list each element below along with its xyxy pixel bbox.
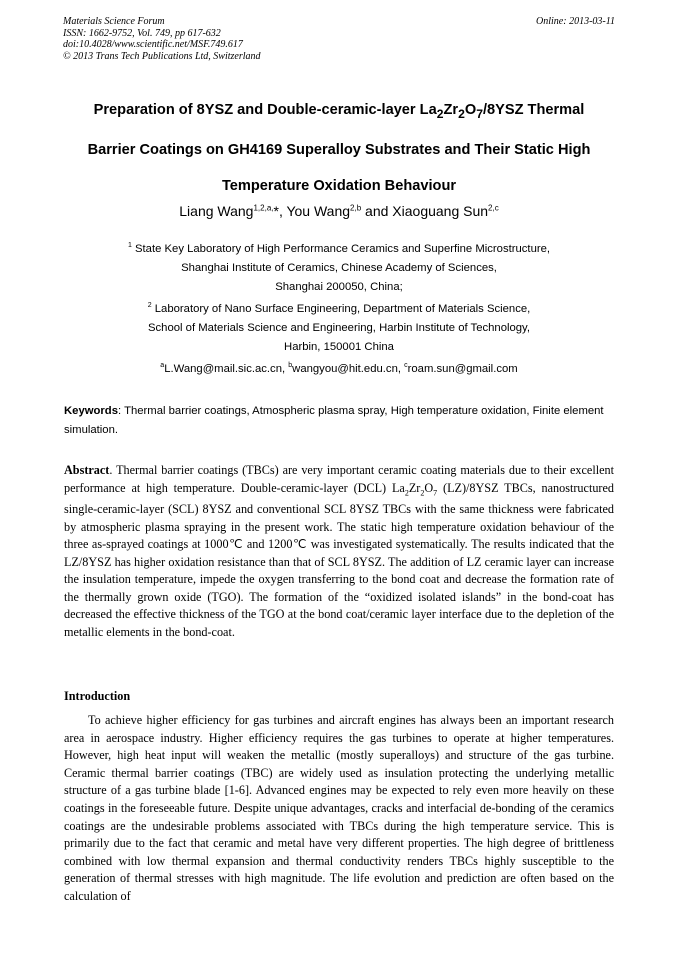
corresponding-star: * — [273, 203, 279, 219]
journal-name: Materials Science Forum — [63, 16, 165, 27]
author-1-affil: 1,2,a, — [253, 203, 274, 213]
copyright-line: © 2013 Trans Tech Publications Ltd, Switzerland — [63, 50, 261, 62]
keywords-text: : Thermal barrier coatings, Atmospheric plasma spray, High temperature oxidation, Finite element simulation. — [64, 405, 604, 436]
email-b[interactable]: wangyou@hit.edu.cn, — [292, 362, 405, 375]
title-line-1: Preparation of 8YSZ and Double-ceramic-layer $La_2Zr_2O_7/8YSZ$ Thermal — [93, 102, 585, 121]
email-a[interactable]: L.Wang@mail.sic.ac.cn, — [164, 362, 289, 375]
keywords — [64, 402, 616, 440]
author-3-affil: 2,c — [488, 203, 499, 213]
journal-header — [63, 16, 615, 62]
abstract: Abstract. Thermal barrier coatings (TBCs) are very important ceramic coating materials due to their excellent performance at high temperature. Double-ceramic-layer (DCL) $La_2Zr_2O_7$ (LZ)/8YSZ TBCs, nanostructured single-ceramic-layer (SCL) 8YSZ and conventional SCL 8YSZ TBCs with the same thickness were fabricated by atmospheric plasma spraying in the present work. The static high temperature oxidation behaviour of the three as-sprayed coatings at 1000℃ and 1200℃ was investigated systematically. The results indicated that the LZ/8YSZ has higher oxidation resistance than that of SCL 8YSZ. The addition of LZ ceramic layer can increase the insulation temperature, impede the oxygen transferring to the bond coat and decrease the formation rate of the thermally grown oxide (TGO). The formation of the “oxidized isolated islands” in the bond-coat has decreased the effective thickness of the TGO at the bond coat/ceramic layer interface due to the depletion of the metallic elements in the bond-coat. — [64, 463, 614, 639]
affiliation-2: $^2$ Laboratory of Nano Surface Engineering, Department of Materials Science, School of Materials Science and Engineering, Harbin Institute of Technology, Harbin, 150001 China — [147, 302, 531, 353]
title-line-2: Barrier Coatings on GH4169 Superalloy Substrates and Their Static High — [87, 141, 591, 158]
abstract-label: Abstract — [64, 463, 110, 477]
online-date: Online: 2013-03-11 — [536, 16, 615, 27]
author-1: Liang Wang — [179, 203, 254, 219]
doi-line[interactable]: doi:10.4028/www.scientific.net/MSF.749.617 — [63, 39, 243, 50]
introduction-heading: Introduction — [64, 689, 131, 703]
author-3: and Xiaoguang Sun — [361, 203, 489, 219]
author-2-affil: 2,b — [350, 203, 362, 213]
keywords-label: Keywords — [64, 405, 118, 417]
introduction-paragraph: To achieve higher efficiency for gas turbines and aircraft engines has always been an important research area in aerospace industry. Higher efficiency requires the gas turbines to operate at higher temperatures. However, high heat input will weaken the metallic (mostly superalloys) and structure of the gas turbine. Ceramic thermal barrier coatings (TBC) are widely used as insulation protecting the underlying metallic structure of a gas turbine blade [1-6]. Advanced engines may be expected to rely even more heavily on these coatings in the foreseeable future. Despite unique advantages, cracks and interfacial de-bonding of the ceramics coatings are the undesirable problems associated with TBCs during the high temperature service. This is primarily due to the fact that ceramic and metal have very different properties. The high degree of brittleness combined with low thermal expansion and thermal conductivity renders TBCs highly susceptible to the generation of thermal stresses with high magnitude. The life evolution and prediction are often based on the calculation of — [64, 713, 614, 903]
author-list — [40, 203, 638, 219]
affiliation-1: $^1$ State Key Laboratory of High Performance Ceramics and Superfine Microstructure, Shanghai Institute of Ceramics, Chinese Academy of Sciences, Shanghai 200050, China; — [127, 242, 551, 293]
email-c[interactable]: roam.sun@gmail.com — [407, 362, 518, 375]
author-emails: $^a$L.Wang@mail.sic.ac.cn, $^b$wangyou@hit.edu.cn, $^c$roam.sun@gmail.com — [160, 362, 518, 375]
author-2: , You Wang — [278, 203, 351, 219]
issn-line: ISSN: 1662-9752, Vol. 749, pp 617-632 — [63, 27, 221, 39]
title-line-3: Temperature Oxidation Behaviour — [221, 177, 457, 194]
paper-title — [50, 92, 628, 204]
